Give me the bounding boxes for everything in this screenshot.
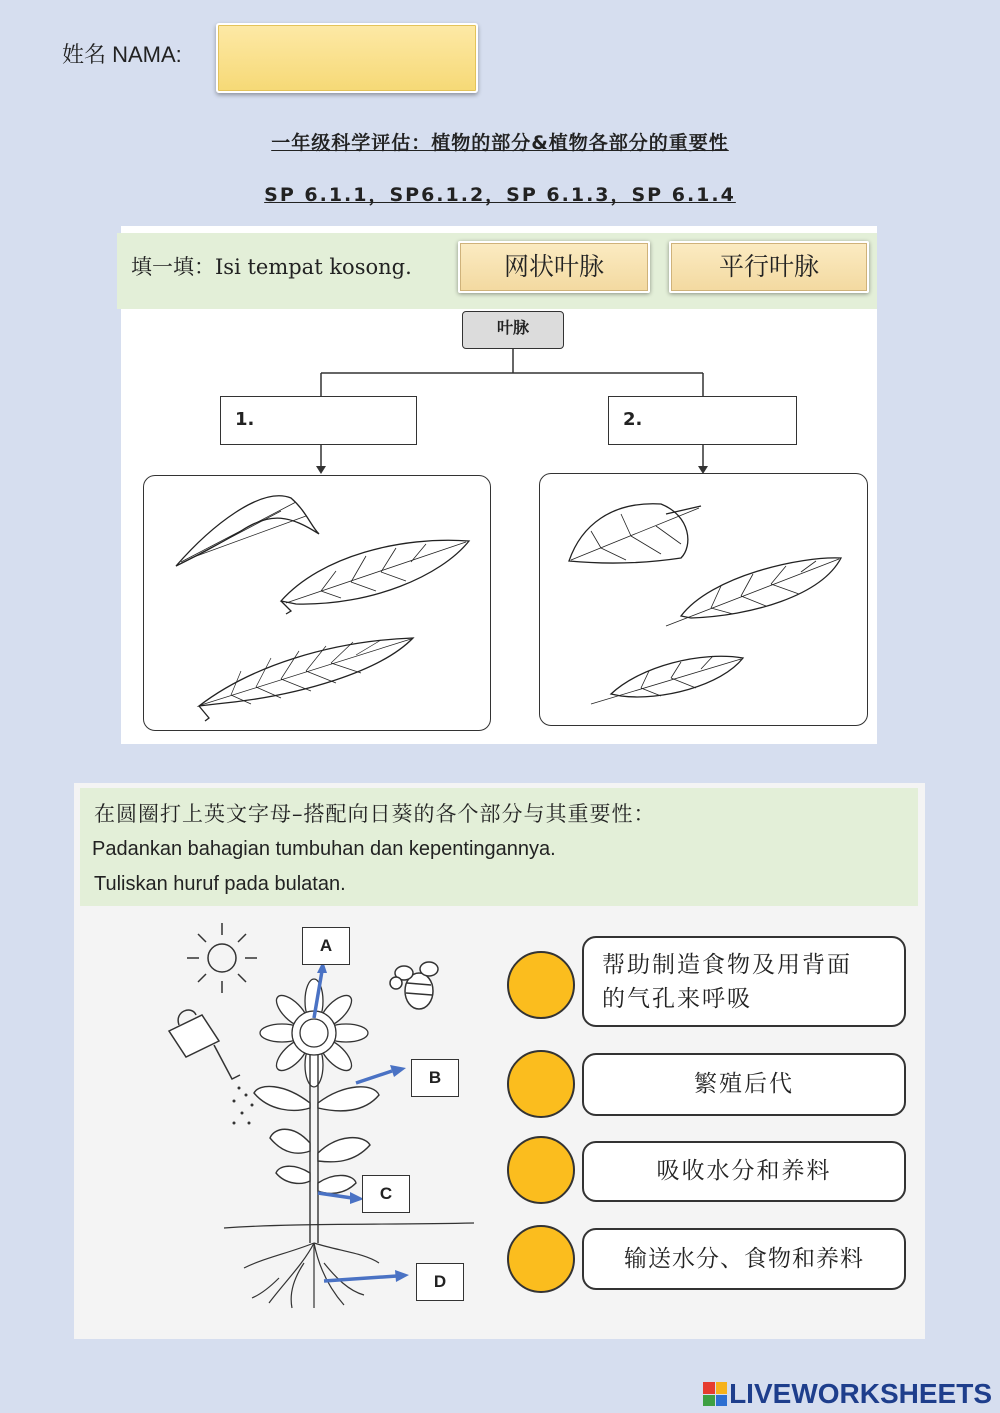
instruction-chinese: 在圆圈打上英文字母–搭配向日葵的各个部分与其重要性： [94,802,656,826]
answer-box-2[interactable] [608,396,797,445]
choice-net-veins[interactable]: 网状叶脉 [458,241,650,293]
name-label: 姓名 NAMA: [62,42,182,67]
description-stem [582,1228,906,1290]
leaf-group-box-2 [539,473,868,726]
brand-text: LIVEWORKSHEETS [729,1378,992,1409]
answer-circle-3[interactable] [507,1136,575,1204]
description-root [582,1141,906,1202]
leaf-veins-node: 叶脉 [462,311,564,349]
description-leaf-line1: 帮助制造食物及用背面 [602,952,852,978]
bee-icon [390,962,438,1009]
sun-icon [187,923,257,993]
liveworksheets-brand [703,1378,992,1410]
instruction-malay-2: Tuliskan huruf pada bulatan. [94,873,346,895]
name-input[interactable] [216,23,478,93]
liveworksheets-logo-icon [703,1382,727,1406]
part-label-d: D [416,1263,464,1301]
answer-box-1[interactable] [220,396,417,445]
instruction-malay-1: Padankan bahagian tumbuhan dan kepentingannya. [92,838,556,860]
answer-input-1[interactable] [265,405,409,437]
description-flower-text: 繁殖后代 [694,1071,794,1097]
answer-circle-4[interactable] [507,1225,575,1293]
part-label-a: A [302,927,350,965]
answer-circle-1[interactable] [507,951,575,1019]
description-leaf [582,936,906,1027]
choice-parallel-veins[interactable]: 平行叶脉 [669,241,869,293]
description-leaf-line2: 的气孔来呼吸 [602,986,752,1012]
part-label-b: B [411,1059,459,1097]
answer-input-2[interactable] [653,405,797,437]
description-root-text: 吸收水分和养料 [656,1158,832,1184]
sunflower-head [260,979,368,1087]
section2-instruction-bar [80,788,918,906]
leaf-group-box-1 [143,475,491,731]
description-flower [582,1053,906,1116]
part-label-c: C [362,1175,410,1213]
worksheet-title: 一年级科学评估：植物的部分&植物各部分的重要性 [271,132,729,154]
section1-instruction: 填一填：Isi tempat kosong. [131,255,412,279]
section1-instruction-bar [117,233,877,309]
standards-subtitle: SP 6.1.1，SP6.1.2，SP 6.1.3，SP 6.1.4 [264,184,736,206]
answer-circle-2[interactable] [507,1050,575,1118]
answer-number-2: 2. [623,409,643,430]
description-stem-text: 输送水分、食物和养料 [624,1246,864,1272]
answer-number-1: 1. [235,409,255,430]
watering-can-icon [169,1010,254,1124]
